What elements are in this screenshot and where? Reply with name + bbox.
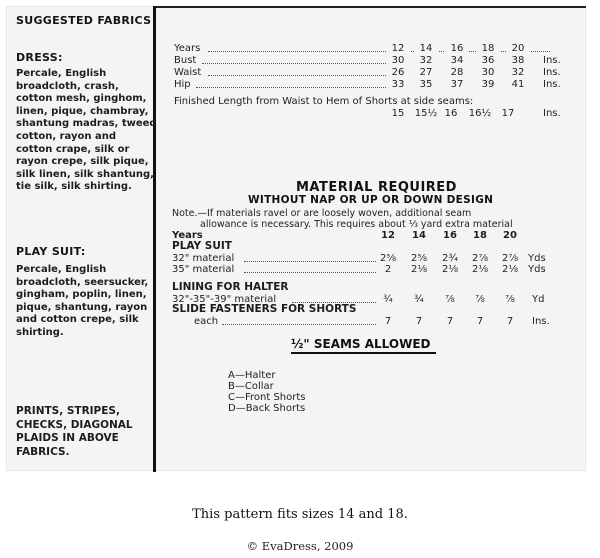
play-suit-fabric-line: pique, shantung, rayon bbox=[16, 301, 148, 313]
dress-fabric-line: tie silk, silk shirting. bbox=[16, 181, 132, 193]
cell-value: 27 bbox=[419, 67, 433, 78]
cell-value: 20 bbox=[503, 230, 517, 241]
cell-value: 2⅛ bbox=[501, 264, 519, 275]
cell-value: 2⅛ bbox=[471, 264, 489, 275]
dress-fabric-line: broadcloth, crash, bbox=[16, 80, 119, 92]
cell-value: ⅞ bbox=[445, 294, 455, 305]
play-suit-fabric-line: shirting. bbox=[16, 326, 64, 338]
dress-fabric-line: cotton mesh, ginghom, bbox=[16, 93, 147, 105]
unit-label: Ins. bbox=[532, 316, 550, 327]
leader-dots bbox=[292, 294, 376, 303]
pattern-piece-collar: B—Collar bbox=[228, 381, 274, 392]
slide-fasteners-row bbox=[172, 316, 582, 328]
pattern-piece-halter: A—Halter bbox=[228, 370, 276, 381]
cell-value: 18 bbox=[473, 230, 487, 241]
row-label: Bust bbox=[174, 55, 197, 66]
unit-label: Yds bbox=[528, 253, 546, 264]
leader-dots bbox=[244, 264, 376, 273]
play-suit-fabric-line: and cotton crepe, silk bbox=[16, 314, 139, 326]
dress-fabric-line: linen, pique, chambray, bbox=[16, 105, 149, 117]
prints-line: CHECKS, DIAGONAL bbox=[16, 418, 133, 431]
material-required-title: MATERIAL REQUIRED bbox=[296, 180, 457, 195]
unit-label: Ins. bbox=[543, 67, 561, 78]
cell-value: 15½ bbox=[414, 108, 438, 119]
cell-value: 16 bbox=[443, 230, 457, 241]
dress-fabric-line: cotton crape, silk or bbox=[16, 143, 130, 155]
row-label: Years bbox=[172, 230, 203, 241]
pattern-piece-front-shorts: C—Front Shorts bbox=[228, 392, 306, 403]
cell-value: 39 bbox=[481, 79, 495, 90]
cell-value: 30 bbox=[391, 55, 405, 66]
cell-value: ⅞ bbox=[505, 294, 515, 305]
prints-line: PLAIDS IN ABOVE bbox=[16, 432, 119, 444]
material-note-line-2: allowance is necessary. This requires about ⅓ yard extra material bbox=[200, 219, 513, 230]
cell-value: 36 bbox=[481, 55, 495, 66]
cell-value: 30 bbox=[481, 67, 495, 78]
play-suit-section-label: PLAY SUIT bbox=[172, 240, 232, 252]
cell-value: 14 bbox=[414, 43, 438, 55]
copyright-notice: © EvaDress, 2009 bbox=[246, 539, 354, 553]
play-suit-fabric-line: broadcloth, seersucker, bbox=[16, 276, 149, 288]
cell-value: 7 bbox=[415, 316, 423, 327]
unit-label: Yds bbox=[528, 264, 546, 275]
material-subtitle: WITHOUT NAP OR UP OR DOWN DESIGN bbox=[248, 194, 494, 206]
slide-fasteners-label: SLIDE FASTENERS FOR SHORTS bbox=[172, 303, 357, 315]
cell-value: 35 bbox=[419, 79, 433, 90]
finished-length-label: Finished Length from Waist to Hem of Shorts at side seams: bbox=[174, 96, 474, 107]
top-border bbox=[156, 6, 586, 8]
cell-value: 18 bbox=[476, 43, 500, 55]
cell-value: 7 bbox=[446, 316, 454, 327]
cell-value: 28 bbox=[450, 67, 464, 78]
cell-value: 33 bbox=[391, 79, 405, 90]
unit-label: Ins. bbox=[543, 55, 561, 66]
suggested-fabrics-heading: SUGGESTED FABRICS bbox=[16, 14, 152, 27]
leader-dots bbox=[244, 253, 376, 262]
dress-label: DRESS: bbox=[16, 51, 63, 64]
cell-value: 2⅞ bbox=[501, 253, 519, 264]
cell-value: 41 bbox=[511, 79, 525, 90]
row-label: each bbox=[194, 316, 219, 327]
cell-value: ¾ bbox=[383, 294, 393, 305]
measurement-row-waist bbox=[174, 67, 574, 79]
cell-value: 12 bbox=[386, 43, 410, 55]
unit-label: Yd bbox=[532, 294, 545, 305]
cell-value: 2⅞ bbox=[471, 253, 489, 264]
seams-allowed-heading: ½" SEAMS ALLOWED bbox=[291, 337, 431, 351]
dress-fabric-line: rayon crepe, silk pique, bbox=[16, 156, 149, 168]
cell-value: 34 bbox=[450, 55, 464, 66]
row-label: Hip bbox=[174, 79, 191, 90]
measurement-row-years bbox=[174, 43, 574, 55]
cell-value: 2⅛ bbox=[410, 264, 428, 275]
cell-value: 2⅝ bbox=[410, 253, 428, 264]
prints-line: FABRICS. bbox=[16, 445, 70, 458]
cell-value: 32 bbox=[511, 67, 525, 78]
dress-fabric-line: silk linen, silk shantung, bbox=[16, 168, 154, 180]
cell-value: 7 bbox=[384, 316, 392, 327]
measurement-row-hip bbox=[174, 79, 574, 91]
cell-value: 2 bbox=[384, 264, 392, 275]
dress-fabric-line: shantung madras, tweed bbox=[16, 118, 157, 130]
material-note-line-1: Note.—If materials ravel or are loosely woven, additional seam bbox=[172, 208, 472, 219]
pattern-piece-back-shorts: D—Back Shorts bbox=[228, 403, 306, 414]
cell-value: 32 bbox=[419, 55, 433, 66]
play-suit-row-35 bbox=[172, 264, 582, 276]
leader-dots bbox=[208, 67, 386, 76]
size-caption: This pattern fits sizes 14 and 18. bbox=[192, 507, 408, 522]
cell-value: 16 bbox=[444, 108, 458, 119]
cell-value: 2⅛ bbox=[441, 264, 459, 275]
cell-value: 2¾ bbox=[441, 253, 459, 264]
cell-value: ⅞ bbox=[475, 294, 485, 305]
halter-section-label: LINING FOR HALTER bbox=[172, 281, 289, 293]
leader-dots bbox=[222, 316, 376, 325]
play-suit-label: PLAY SUIT: bbox=[16, 245, 86, 258]
unit-label: Ins. bbox=[543, 108, 561, 119]
material-years-row bbox=[172, 230, 582, 242]
play-suit-fabric-line: Percale, English bbox=[16, 264, 107, 275]
play-suit-fabric-line: gingham, poplin, linen, bbox=[16, 289, 147, 301]
seams-underline bbox=[291, 352, 436, 354]
measurement-row-bust bbox=[174, 55, 574, 67]
cell-value: 15 bbox=[391, 108, 405, 119]
dress-fabric-list bbox=[16, 68, 156, 194]
cell-value: 38 bbox=[511, 55, 525, 66]
dress-fabric-line: cotton, rayon and bbox=[16, 130, 117, 142]
row-label: Years bbox=[174, 43, 201, 54]
unit-label: Ins. bbox=[543, 79, 561, 90]
cell-value: 7 bbox=[476, 316, 484, 327]
finished-length-row bbox=[174, 108, 574, 120]
dress-fabric-line: Percale, English bbox=[16, 68, 107, 79]
cell-value: 7 bbox=[506, 316, 514, 327]
cell-value: 16 bbox=[445, 43, 469, 55]
leader-dots bbox=[196, 79, 386, 88]
cell-value: 12 bbox=[381, 230, 395, 241]
prints-note bbox=[16, 405, 156, 459]
row-label: 35" material bbox=[172, 264, 235, 275]
cell-value: ¾ bbox=[414, 294, 424, 305]
cell-value: 16½ bbox=[468, 108, 492, 119]
cell-value: 26 bbox=[391, 67, 405, 78]
row-label: 32"-35"-39" material bbox=[172, 294, 277, 305]
row-label: 32" material bbox=[172, 253, 235, 264]
play-suit-fabric-list bbox=[16, 264, 156, 340]
cell-value: 37 bbox=[450, 79, 464, 90]
row-label: Waist bbox=[174, 67, 202, 78]
leader-dots bbox=[202, 55, 386, 64]
cell-value: 20 bbox=[506, 43, 530, 55]
cell-value: 17 bbox=[501, 108, 515, 119]
cell-value: 14 bbox=[412, 230, 426, 241]
prints-line: PRINTS, STRIPES, bbox=[16, 405, 120, 417]
cell-value: 2⅝ bbox=[379, 253, 397, 264]
